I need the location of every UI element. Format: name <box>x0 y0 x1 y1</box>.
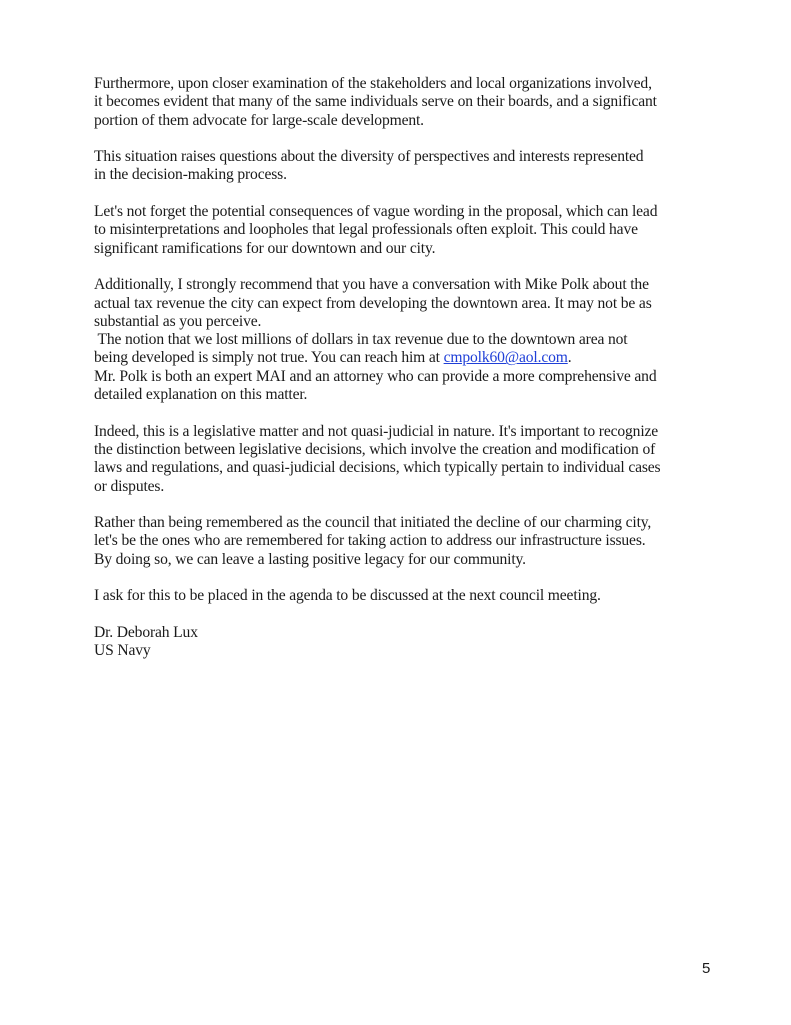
email-line-prefix: being developed is simply not true. You can reach him at <box>94 349 444 367</box>
text-line: it becomes evident that many of the same individuals serve on their boards, and a significant <box>94 93 657 111</box>
text-line: let's be the ones who are remembered for taking action to address our infrastructure issues. <box>94 532 646 550</box>
email-line-suffix: . <box>567 349 572 367</box>
signature-block <box>94 624 714 661</box>
text-line: detailed explanation on this matter. <box>94 386 308 404</box>
paragraph-vague-wording <box>94 203 714 258</box>
text-line: substantial as you perceive. <box>94 312 262 330</box>
text-line-with-email <box>94 349 714 367</box>
page-number: 5 <box>702 960 711 977</box>
paragraph-tax-revenue <box>94 276 714 404</box>
text-line: Mr. Polk is both an expert MAI and an attorney who can provide a more comprehensive and <box>94 367 657 385</box>
text-line: The notion that we lost millions of dollars in tax revenue due to the downtown area not <box>94 331 628 349</box>
text-line: Additionally, I strongly recommend that you have a conversation with Mike Polk about the <box>94 276 649 294</box>
text-line: to misinterpretations and loopholes that legal professionals often exploit. This could have <box>94 221 638 239</box>
text-line: laws and regulations, and quasi-judicial decisions, which typically pertain to individual cases <box>94 459 661 477</box>
paragraph-legislative-matter <box>94 423 714 496</box>
text-line: By doing so, we can leave a lasting positive legacy for our community. <box>94 550 526 568</box>
text-line: Indeed, this is a legislative matter and not quasi-judicial in nature. It's important to recognize <box>94 422 659 440</box>
letter-body <box>94 75 714 679</box>
text-line: I ask for this to be placed in the agenda to be discussed at the next council meeting. <box>94 587 601 605</box>
text-line: or disputes. <box>94 477 165 495</box>
text-line: the distinction between legislative decisions, which involve the creation and modification of <box>94 440 656 458</box>
paragraph-stakeholders <box>94 75 714 130</box>
signature-name: Dr. Deborah Lux <box>94 623 198 641</box>
email-link[interactable]: cmpolk60@aol.com <box>443 349 568 367</box>
text-line: Let's not forget the potential consequences of vague wording in the proposal, which can lead <box>94 203 658 221</box>
paragraph-legacy <box>94 514 714 569</box>
signature-affiliation: US Navy <box>94 642 151 660</box>
text-line: in the decision-making process. <box>94 166 287 184</box>
text-line: Furthermore, upon closer examination of the stakeholders and local organizations involved, <box>94 75 652 92</box>
text-line: portion of them advocate for large-scale development. <box>94 111 424 129</box>
paragraph-agenda-request <box>94 587 714 605</box>
paragraph-diversity <box>94 148 714 185</box>
text-line: actual tax revenue the city can expect from developing the downtown area. It may not be as <box>94 294 652 312</box>
text-line: This situation raises questions about the diversity of perspectives and interests represented <box>94 148 644 166</box>
text-line: Rather than being remembered as the council that initiated the decline of our charming city, <box>94 514 652 532</box>
text-line: significant ramifications for our downtown and our city. <box>94 239 436 257</box>
